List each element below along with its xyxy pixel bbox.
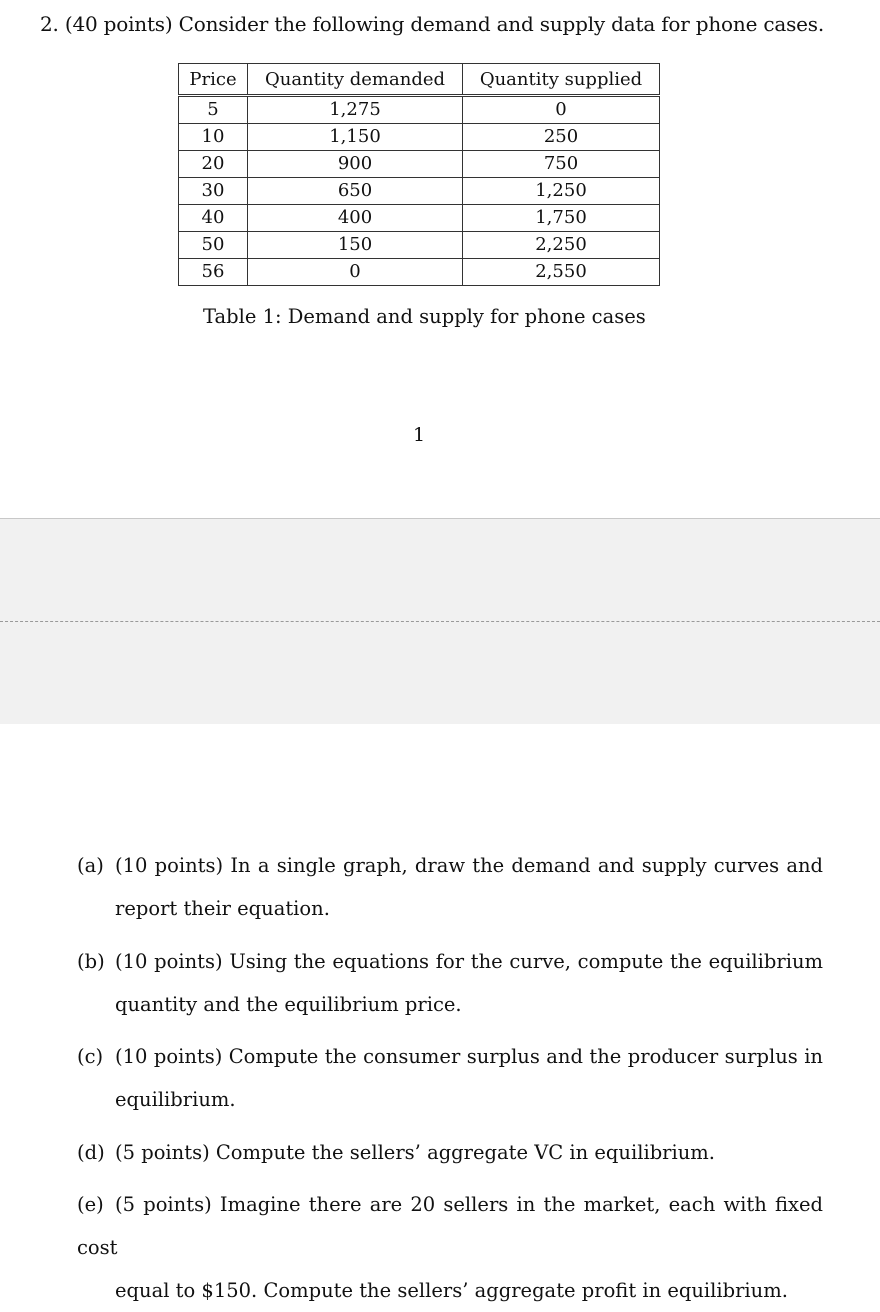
part-label: (a): [77, 854, 104, 877]
part-text-line1: (10 points) In a single graph, draw the demand and supply curves and: [115, 854, 823, 877]
table-row: [179, 124, 660, 151]
cell-price: 30: [179, 178, 248, 205]
part-text-line1: (10 points) Using the equations for the curve, compute the equilibrium: [115, 950, 823, 973]
cell-quantity-demanded: 150: [248, 232, 463, 259]
part-text-line1: (5 points) Compute the sellers’ aggregate VC in equilibrium.: [115, 1141, 715, 1164]
cell-price: 50: [179, 232, 248, 259]
cell-quantity-demanded: 400: [248, 205, 463, 232]
part-a: [77, 844, 823, 930]
cell-quantity-demanded: 900: [248, 151, 463, 178]
table-row: [179, 151, 660, 178]
part-d: [77, 1131, 823, 1174]
cell-quantity-supplied: 1,250: [463, 178, 660, 205]
page-break-gap: [0, 518, 880, 725]
part-b: [77, 940, 823, 1026]
page-number: 1: [413, 424, 426, 446]
cell-quantity-supplied: 2,550: [463, 259, 660, 286]
table-header-row: [179, 64, 660, 96]
cell-quantity-supplied: 0: [463, 96, 660, 124]
page-2: [0, 724, 880, 1302]
cell-price: 20: [179, 151, 248, 178]
part-label: (b): [77, 950, 105, 973]
cell-quantity-demanded: 1,275: [248, 96, 463, 124]
part-label: (d): [77, 1141, 105, 1164]
part-text-line2: equilibrium.: [115, 1088, 236, 1111]
page-break-divider: [0, 621, 880, 622]
page-1: [0, 0, 880, 518]
cell-quantity-demanded: 650: [248, 178, 463, 205]
cell-quantity-supplied: 2,250: [463, 232, 660, 259]
cell-price: 40: [179, 205, 248, 232]
part-e: [77, 1183, 823, 1312]
question-header: 2. (40 points) Consider the following demand and supply data for phone cases.: [40, 12, 825, 36]
column-header-price: Price: [179, 64, 248, 96]
cell-quantity-supplied: 1,750: [463, 205, 660, 232]
table-row: [179, 96, 660, 124]
table-row: [179, 205, 660, 232]
cell-quantity-supplied: 750: [463, 151, 660, 178]
column-header-quantity-supplied: Quantity supplied: [463, 64, 660, 96]
cell-price: 56: [179, 259, 248, 286]
cell-price: 10: [179, 124, 248, 151]
cell-price: 5: [179, 96, 248, 124]
part-label: (e): [77, 1193, 104, 1216]
cell-quantity-demanded: 1,150: [248, 124, 463, 151]
demand-supply-table: [178, 63, 660, 286]
part-text-line1: (5 points) Imagine there are 20 sellers in the market, each with fixed cost: [77, 1193, 823, 1259]
part-text-line2: report their equation.: [115, 897, 330, 920]
table-caption: Table 1: Demand and supply for phone cases: [203, 305, 646, 328]
part-text-line2: equal to $150. Compute the sellers’ aggregate profit in equilibrium.: [115, 1279, 788, 1302]
cell-quantity-demanded: 0: [248, 259, 463, 286]
cell-quantity-supplied: 250: [463, 124, 660, 151]
table-row: [179, 232, 660, 259]
table-row: [179, 259, 660, 286]
part-label: (c): [77, 1045, 104, 1068]
part-c: [77, 1035, 823, 1121]
table-row: [179, 178, 660, 205]
column-header-quantity-demanded: Quantity demanded: [248, 64, 463, 96]
part-text-line1: (10 points) Compute the consumer surplus and the producer surplus in: [115, 1045, 823, 1068]
part-text-line2: quantity and the equilibrium price.: [115, 993, 462, 1016]
